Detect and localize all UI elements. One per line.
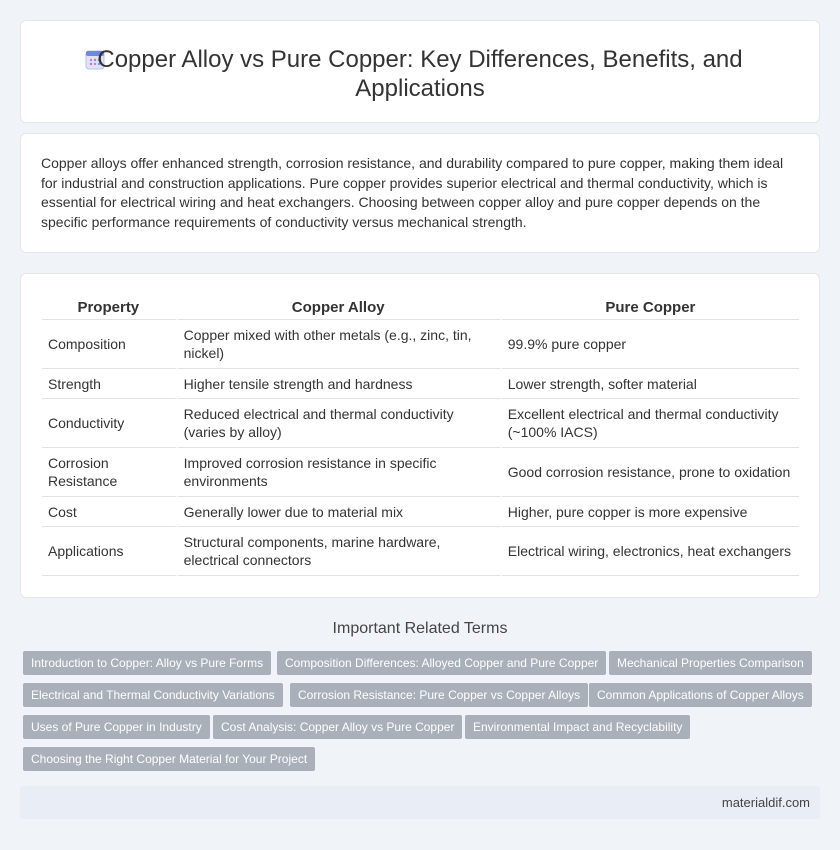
- related-term-tag[interactable]: Choosing the Right Copper Material for Your Project: [23, 747, 315, 771]
- related-term-tag[interactable]: Mechanical Properties Comparison: [609, 651, 812, 675]
- related-term-tag[interactable]: Composition Differences: Alloyed Copper and Pure Copper: [277, 651, 606, 675]
- property-cell: Conductivity: [42, 399, 178, 448]
- related-term-tag[interactable]: Uses of Pure Copper in Industry: [23, 715, 210, 739]
- pure-copper-cell: Electrical wiring, electronics, heat exchangers: [502, 527, 799, 576]
- related-term-tag[interactable]: Cost Analysis: Copper Alloy vs Pure Copper: [213, 715, 462, 739]
- copper-alloy-cell: Higher tensile strength and hardness: [178, 369, 502, 399]
- copper-alloy-cell: Structural components, marine hardware, electrical connectors: [178, 527, 502, 576]
- property-cell: Strength: [42, 369, 178, 399]
- column-header-property: Property: [42, 296, 178, 320]
- property-cell: Composition: [42, 320, 178, 369]
- copper-alloy-cell: Generally lower due to material mix: [178, 497, 502, 527]
- copper-alloy-cell: Copper mixed with other metals (e.g., zinc, tin, nickel): [178, 320, 502, 369]
- table-header-row: [42, 296, 799, 320]
- header-card: [20, 20, 820, 123]
- intro-text: Copper alloys offer enhanced strength, corrosion resistance, and durability compared to pure copper, making them ideal for industrial and construction applications. Pure copper provides superior electrical and thermal conductivity, which is essential for electrical wiring and heat exchangers. Choosing between copper alloy and pure copper depends on the specific performance requirements of conductivity versus mechanical strength.: [41, 155, 784, 230]
- related-term-tag[interactable]: Common Applications of Copper Alloys: [589, 683, 812, 707]
- pure-copper-cell: Good corrosion resistance, prone to oxidation: [502, 448, 799, 497]
- pure-copper-cell: Excellent electrical and thermal conductivity (~100% IACS): [502, 399, 799, 448]
- comparison-card: [20, 273, 820, 598]
- copper-alloy-cell: Improved corrosion resistance in specific environments: [178, 448, 502, 497]
- table-row: [42, 448, 799, 497]
- table-row: [42, 369, 799, 399]
- property-cell: Corrosion Resistance: [42, 448, 178, 497]
- table-row: [42, 497, 799, 527]
- property-cell: Applications: [42, 527, 178, 576]
- related-term-tag[interactable]: Introduction to Copper: Alloy vs Pure Forms: [23, 651, 271, 675]
- table-row: [42, 399, 799, 448]
- table-row: [42, 527, 799, 576]
- copper-alloy-cell: Reduced electrical and thermal conductivity (varies by alloy): [178, 399, 502, 448]
- pure-copper-cell: Higher, pure copper is more expensive: [502, 497, 799, 527]
- comparison-table: [42, 296, 799, 576]
- property-cell: Cost: [42, 497, 178, 527]
- footer-site-link[interactable]: materialdif.com: [721, 795, 810, 810]
- column-header-pure-copper: Pure Copper: [502, 296, 799, 320]
- column-header-copper-alloy: Copper Alloy: [178, 296, 502, 320]
- page-title: Copper Alloy vs Pure Copper: Key Differences, Benefits, and Applications: [97, 46, 743, 102]
- pure-copper-cell: Lower strength, softer material: [502, 369, 799, 399]
- related-term-tag[interactable]: Corrosion Resistance: Pure Copper vs Copper Alloys: [290, 683, 588, 707]
- related-term-tag[interactable]: Environmental Impact and Recyclability: [465, 715, 690, 739]
- pure-copper-cell: 99.9% pure copper: [502, 320, 799, 369]
- footer: [20, 786, 820, 819]
- related-terms-title: Important Related Terms: [332, 620, 508, 637]
- related-term-tag[interactable]: Electrical and Thermal Conductivity Variations: [23, 683, 283, 707]
- table-row: [42, 320, 799, 369]
- intro-card: [20, 133, 820, 253]
